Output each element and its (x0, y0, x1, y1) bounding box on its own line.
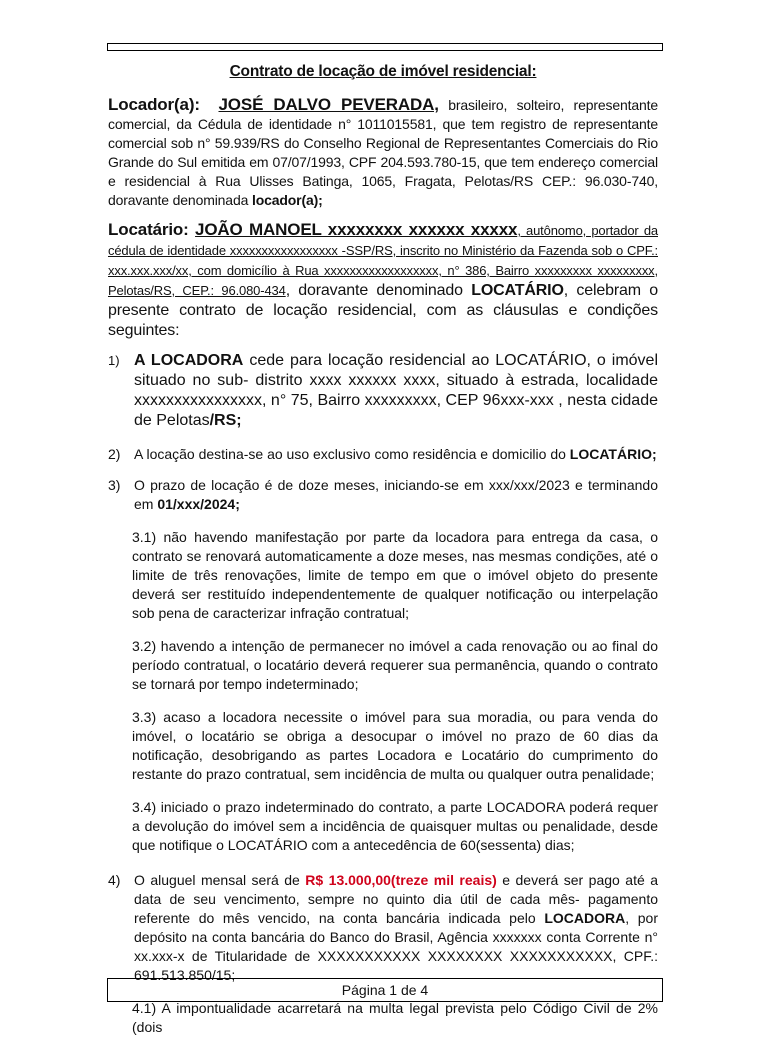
locatario-end: , celebram o presente contrato de locação residencial, com as cláusulas e condições seguintes: (108, 282, 658, 339)
rent-amount: R$ 13.000,00(treze mil reais) (305, 872, 497, 888)
clause-3-end: 01/xxx/2024; (157, 496, 240, 512)
clause-4-pre: O aluguel mensal será de (134, 872, 306, 888)
clause-3-body: O prazo de locação é de doze meses, iniciando-se em xxx/xxx/2023 e terminando em (134, 477, 658, 512)
locador-text: brasileiro, solteiro, representante comercial, da Cédula de identidade n° 1011015581, que tem registro de representante comercial sob n° 59.939/RS do Conselho Regional de Representantes Comerciais do Rio Grande do Sul emitida em 07/07/1993, CPF 204.593.780-15, que tem endereço comercial e residencial à Rua Ulisses Batinga, 1065, Fragata, Pelotas/RS CEP.: 96.030-740 (108, 97, 658, 189)
locatario-paragraph (108, 220, 658, 341)
locatario-role: LOCATÁRIO (471, 282, 564, 299)
clause-2-end: LOCATÁRIO; (569, 446, 657, 462)
locador-paragraph (108, 95, 658, 210)
clause-1-lead: A LOCADORA (134, 352, 244, 369)
locador-name: JOSÉ DALVO PEVERADA, (218, 95, 439, 114)
clause-3-number: 3) (108, 477, 121, 493)
contract-body (108, 60, 658, 1037)
subclause-3-1: 3.1) não havendo manifestação por parte da locadora para entrega da casa, o contrato se renovará automaticamente a doze meses, nas mesmas condições, até o limite de três renovações, limite de tempo em que o imóvel objeto do presente deverá ser restituído independentemente de qualquer notificação ou interpelação sob pena de caracterizar infração contratual; (132, 529, 658, 621)
clause-1 (108, 351, 658, 431)
clause-4-post: , por depósito na conta bancária do Banco do Brasil, Agência xxxxxxx conta Corrente n° xx.xxx-x de Titularidade de XXXXXXXXXXX XXXXXXXX XXXXXXXXXXX, CPF.: 691.513.850/15; (134, 910, 658, 983)
locatario-text: , autônomo, portador da cédula de identidade xxxxxxxxxxxxxxxxx -SSP/RS, inscrito no Ministério da Fazenda sob o CPF.: xxx.xxx.xxx/xx, com domicílio à Rua xxxxxxxxxxxxxxxxxx, n° 386, Bairro xxxxxxxxx xxxxxxxxx, Pelotas/RS, CEP.: 96.080-434 (108, 223, 658, 298)
clause-1-text (134, 351, 658, 431)
clause-1-body: cede para locação residencial ao LOCATÁRIO, o imóvel situado no sub- distrito xxxx xxxxxx xxxx, situado à estrada, localidade xxxxxxxxxxxxxxxx, n° 75, Bairro xxxxxxxxx, CEP 96xxx-xxx , nesta cidade de Pelotas (134, 352, 659, 429)
clause-4-text (134, 871, 658, 985)
locatario-label: Locatário: (108, 220, 196, 239)
page-title: Contrato de locação de imóvel residencial: (229, 63, 537, 80)
clause-4 (108, 871, 658, 985)
clause-1-end: /RS; (209, 412, 242, 429)
top-border-line (107, 43, 663, 51)
clause-2-body: A locação destina-se ao uso exclusivo como residência e domicilio do (134, 446, 570, 462)
subclause-3-4: 3.4) iniciado o prazo indeterminado do contrato, a parte LOCADORA poderá requer a devolução do imóvel sem a incidência de quaisquer multas ou penalidade, desde que notifique o LOCATÁRIO com a antecedência de 60(sessenta) dias; (132, 799, 658, 853)
locador-role: locador(a); (251, 192, 323, 208)
subclause-4-1: 4.1) A impontualidade acarretará na multa legal prevista pelo Código Civil de 2% (dois (132, 1000, 658, 1035)
locatario-tail: , doravante denominado (285, 282, 472, 299)
clause-3 (108, 476, 658, 514)
locador-tail: , doravante denominada (108, 173, 658, 208)
clause-2-number: 2) (108, 446, 121, 462)
clause-1-number: 1) (108, 353, 120, 368)
clause-2 (108, 445, 658, 464)
locador-label: Locador(a): (108, 95, 200, 114)
subclause-3-2: 3.2) havendo a intenção de permanecer no imóvel a cada renovação ou ao final do período contratual, o locatário deverá requerer sua permanência, quando o contrato se tornará por tempo indeterminado; (132, 638, 658, 692)
page-footer: Página 1 de 4 (107, 978, 663, 1002)
clause-3-text (134, 476, 658, 514)
clause-4-mid: e deverá ser pago até a data de seu vencimento, sempre no quinto dia útil de cada mês- pagamento referente do mês vencido, na conta bancária indicada pelo (134, 872, 658, 926)
subclause-3-3: 3.3) acaso a locadora necessite o imóvel para sua moradia, ou para venda do imóvel, o locatário se obriga a desocupar o imóvel no prazo de 60 dias da notificação, desobrigando as partes Locadora e Locatário do cumprimento do restante do prazo contratual, sem incidência de multa ou qualquer outra penalidade; (132, 709, 658, 782)
clause-2-text (134, 445, 658, 464)
clause-4-role: LOCADORA (544, 910, 626, 926)
locatario-name: JOÃO MANOEL xxxxxxxx xxxxxx xxxxx (195, 220, 518, 239)
clause-4-number: 4) (108, 872, 121, 888)
